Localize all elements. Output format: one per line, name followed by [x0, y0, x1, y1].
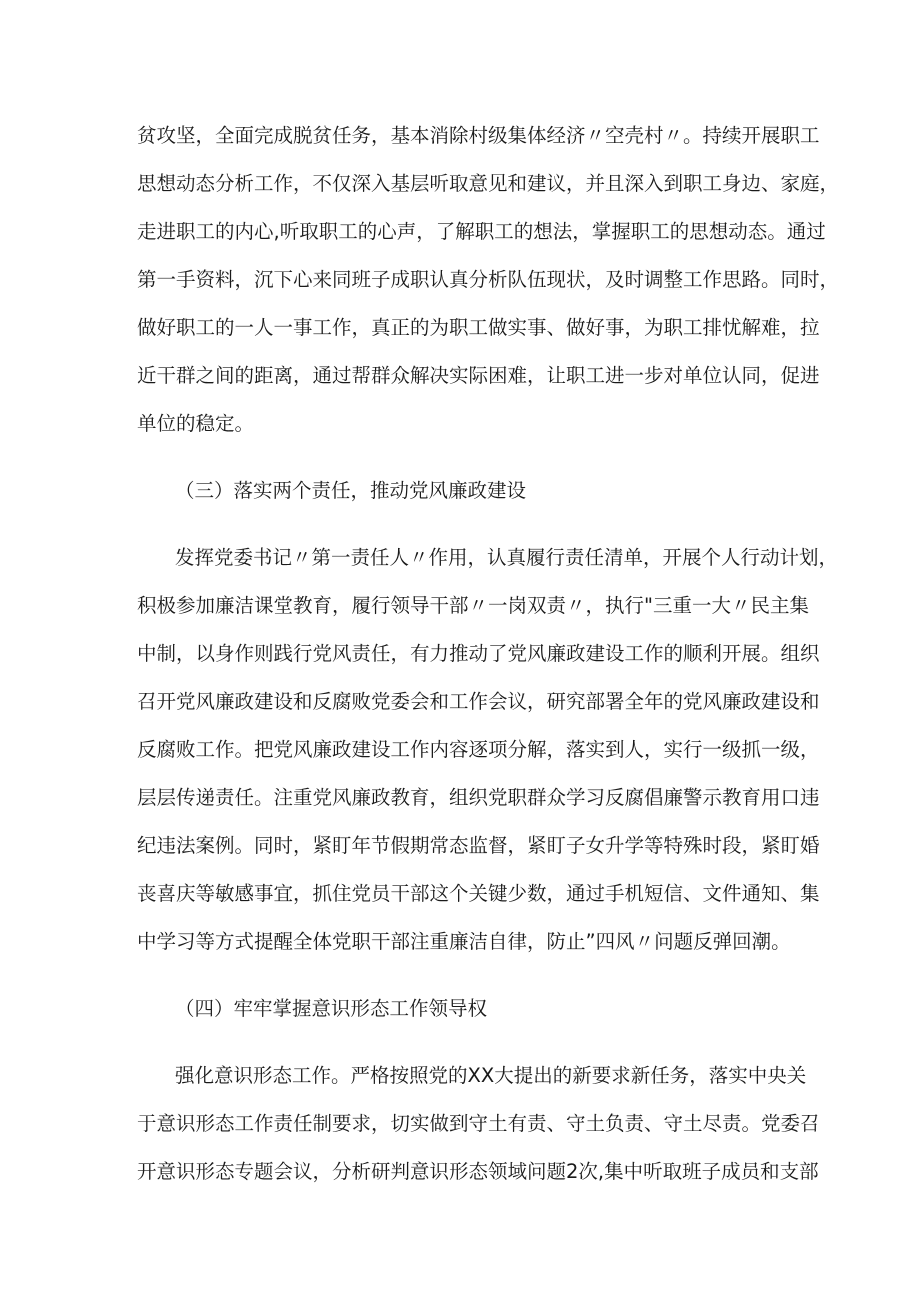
text-line: 近干群之间的距离，通过帮群众解决实际困难，让职工进一步对单位认同，促进	[137, 364, 820, 387]
text-line: 开意识形态专题会议，分析研判意识形态领域问题2次,集中听取班子成员和支部	[137, 1160, 819, 1183]
text-line: 单位的稳定。	[137, 412, 255, 435]
text-line: 于意识形态工作责任制要求，切实做到守土有责、守土负责、守土尽责。党委召	[137, 1112, 820, 1135]
text-line: 贫攻坚，全面完成脱贫任务，基本消除村级集体经济〃空壳村〃。持续开展职工	[137, 124, 820, 147]
text-line: 走进职工的内心,听取职工的心声，了解职工的想法，掌握职工的思想动态。通过	[137, 220, 826, 243]
text-line: 第一手资料，沉下心来同班子成职认真分析队伍现状，及时调整工作思路。同时，	[137, 268, 840, 291]
text-line: 积极参加廉洁课堂教育，履行领导干部〃一岗双责〃，执行"三重一大〃民主集	[137, 594, 809, 617]
section-heading-4: （四）牢牢掌握意识形态工作领导权	[175, 997, 488, 1020]
text-line: 纪违法案例。同时，紧盯年节假期常态监督，紧盯子女升学等特殊时段，紧盯婚	[137, 834, 820, 857]
text-line: 丧喜庆等敏感事宜，抓住党员干部这个关键少数，通过手机短信、文件通知、集	[137, 882, 820, 905]
text-line: 反腐败工作。把党风廉政建设工作内容逐项分解，落实到人，实行一级抓一级，	[137, 738, 820, 761]
text-line: 思想动态分析工作，不仅深入基层听取意见和建议，并且深入到职工身边、家庭，	[137, 172, 840, 195]
text-line: 层层传递责任。注重党风廉政教育，组织党职群众学习反腐倡廉警示教育用口违	[137, 786, 820, 809]
text-line: 强化意识形态工作。严格按照党的XX大提出的新要求新任务，落实中央关	[175, 1064, 807, 1087]
text-line: 中制，以身作则践行党风责任，有力推动了党风廉政建设工作的顺利开展。组织	[137, 642, 820, 665]
text-line: 发挥党委书记〃第一责任人〃作用，认真履行责任清单，开展个人行动计划，	[175, 546, 839, 569]
text-line: 中学习等方式提醒全体党职干部注重廉洁自律，防止”四风〃问题反弹回潮。	[137, 930, 791, 953]
text-line: 召开党风廉政建设和反腐败党委会和工作会议，研究部署全年的党风廉政建设和	[137, 690, 820, 713]
text-line: 做好职工的一人一事工作，真正的为职工做实事、做好事，为职工排忧解难，拉	[137, 316, 820, 339]
section-heading-3: （三）落实两个责任，推动党风廉政建设	[175, 479, 527, 502]
